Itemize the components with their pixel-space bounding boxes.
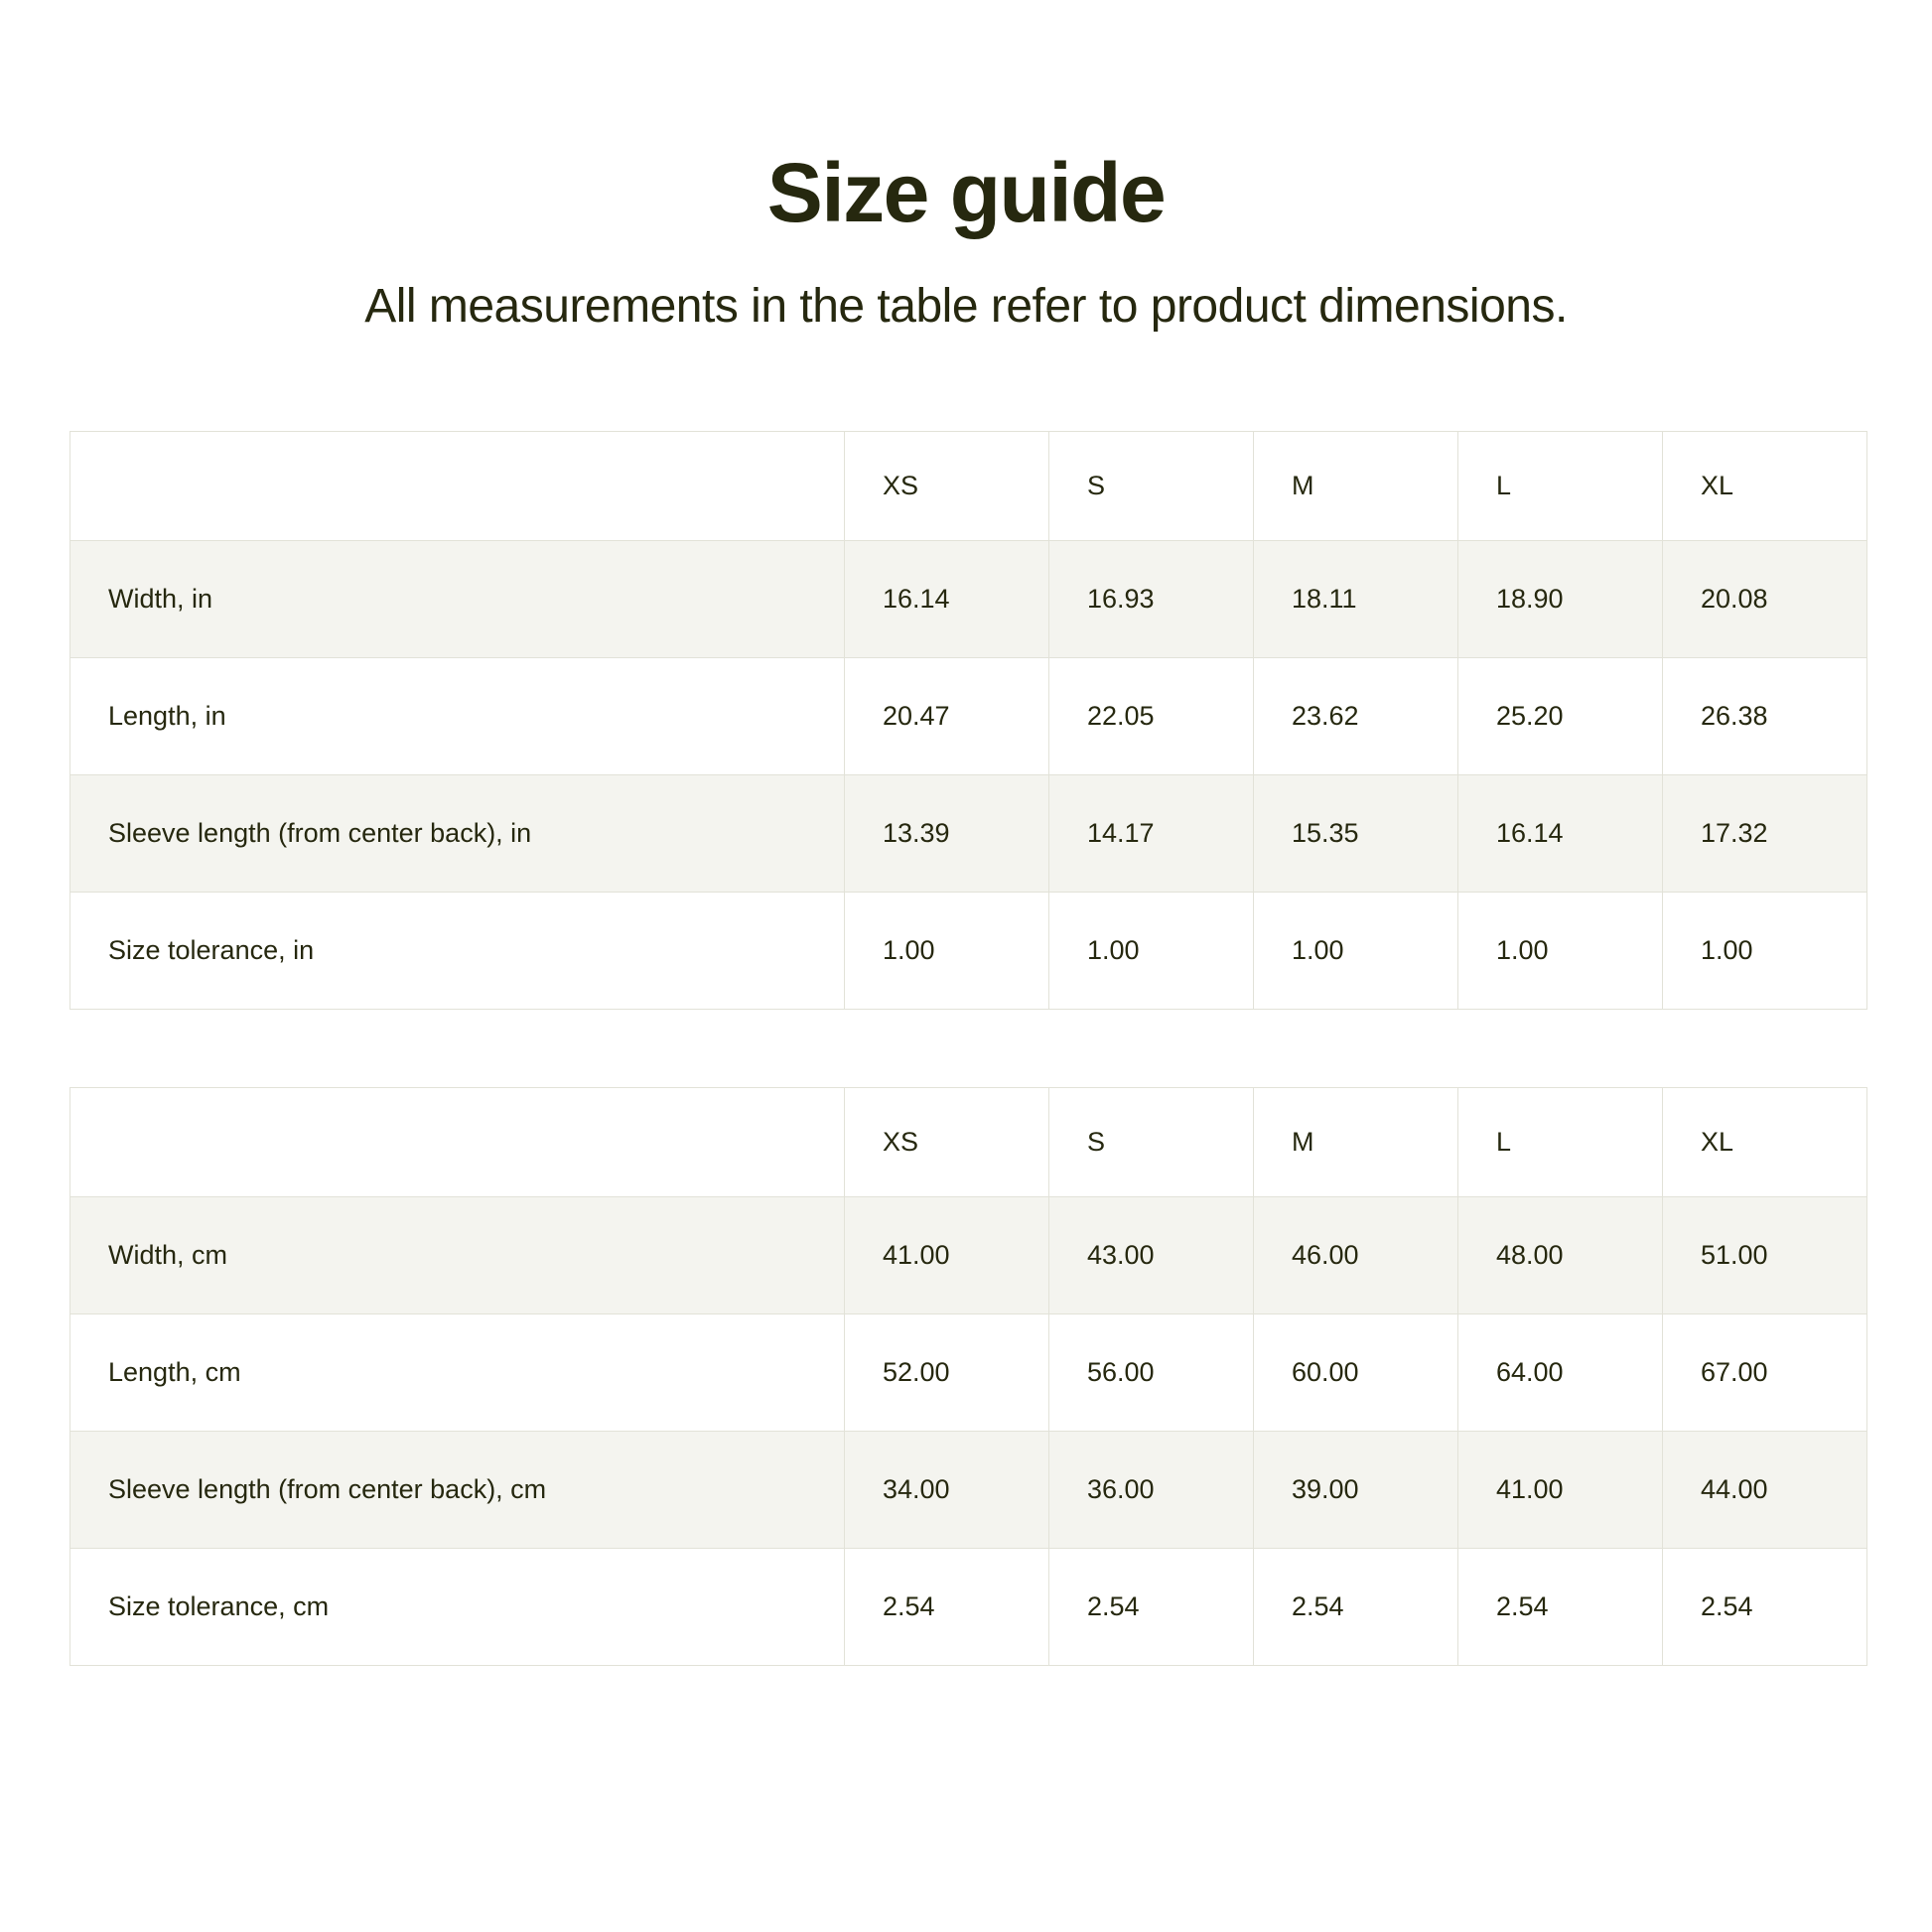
column-header-m: M [1254,1087,1458,1196]
cell-value: 43.00 [1049,1196,1254,1313]
cell-value: 16.14 [845,540,1049,657]
cell-value: 2.54 [1254,1548,1458,1665]
cell-value: 18.90 [1458,540,1663,657]
page-title: Size guide [766,146,1166,239]
cell-value: 20.08 [1663,540,1867,657]
cell-value: 16.14 [1458,774,1663,892]
row-label: Size tolerance, cm [70,1548,845,1665]
cell-value: 2.54 [1458,1548,1663,1665]
cell-value: 36.00 [1049,1431,1254,1548]
cell-value: 1.00 [1254,892,1458,1009]
row-label: Width, in [70,540,845,657]
cell-value: 2.54 [1049,1548,1254,1665]
cell-value: 23.62 [1254,657,1458,774]
cell-value: 22.05 [1049,657,1254,774]
table-header-row [70,1087,1867,1196]
row-label: Length, in [70,657,845,774]
table-body [70,1196,1867,1665]
cell-value: 17.32 [1663,774,1867,892]
column-header-s: S [1049,431,1254,540]
cell-value: 25.20 [1458,657,1663,774]
column-header-xs: XS [845,431,1049,540]
column-header-m: M [1254,431,1458,540]
page-subtitle: All measurements in the table refer to product dimensions. [364,280,1568,334]
size-table-inches [69,431,1867,1010]
column-header-l: L [1458,431,1663,540]
cell-value: 48.00 [1458,1196,1663,1313]
cell-value: 64.00 [1458,1313,1663,1431]
cell-value: 60.00 [1254,1313,1458,1431]
column-header-blank [70,431,845,540]
cell-value: 67.00 [1663,1313,1867,1431]
cell-value: 52.00 [845,1313,1049,1431]
cell-value: 13.39 [845,774,1049,892]
column-header-s: S [1049,1087,1254,1196]
column-header-xl: XL [1663,431,1867,540]
column-header-l: L [1458,1087,1663,1196]
table-row [70,774,1867,892]
column-header-xs: XS [845,1087,1049,1196]
cell-value: 18.11 [1254,540,1458,657]
cell-value: 1.00 [1049,892,1254,1009]
table-header [70,1087,1867,1196]
cell-value: 41.00 [845,1196,1049,1313]
table-header-row [70,431,1867,540]
table-row [70,1313,1867,1431]
cell-value: 2.54 [845,1548,1049,1665]
table-row [70,540,1867,657]
size-table-centimeters [69,1087,1867,1666]
cell-value: 34.00 [845,1431,1049,1548]
cell-value: 15.35 [1254,774,1458,892]
cell-value: 2.54 [1663,1548,1867,1665]
row-label: Width, cm [70,1196,845,1313]
row-label: Sleeve length (from center back), cm [70,1431,845,1548]
cell-value: 20.47 [845,657,1049,774]
table-row [70,1431,1867,1548]
row-label: Size tolerance, in [70,892,845,1009]
cell-value: 1.00 [1663,892,1867,1009]
table-row [70,1548,1867,1665]
table-body [70,540,1867,1009]
table-row [70,892,1867,1009]
cell-value: 41.00 [1458,1431,1663,1548]
cell-value: 46.00 [1254,1196,1458,1313]
row-label: Sleeve length (from center back), in [70,774,845,892]
table-header [70,431,1867,540]
cell-value: 1.00 [1458,892,1663,1009]
table-row [70,1196,1867,1313]
cell-value: 26.38 [1663,657,1867,774]
cell-value: 56.00 [1049,1313,1254,1431]
cell-value: 39.00 [1254,1431,1458,1548]
cell-value: 16.93 [1049,540,1254,657]
table-row [70,657,1867,774]
cell-value: 1.00 [845,892,1049,1009]
column-header-blank [70,1087,845,1196]
row-label: Length, cm [70,1313,845,1431]
cell-value: 14.17 [1049,774,1254,892]
column-header-xl: XL [1663,1087,1867,1196]
cell-value: 44.00 [1663,1431,1867,1548]
cell-value: 51.00 [1663,1196,1867,1313]
